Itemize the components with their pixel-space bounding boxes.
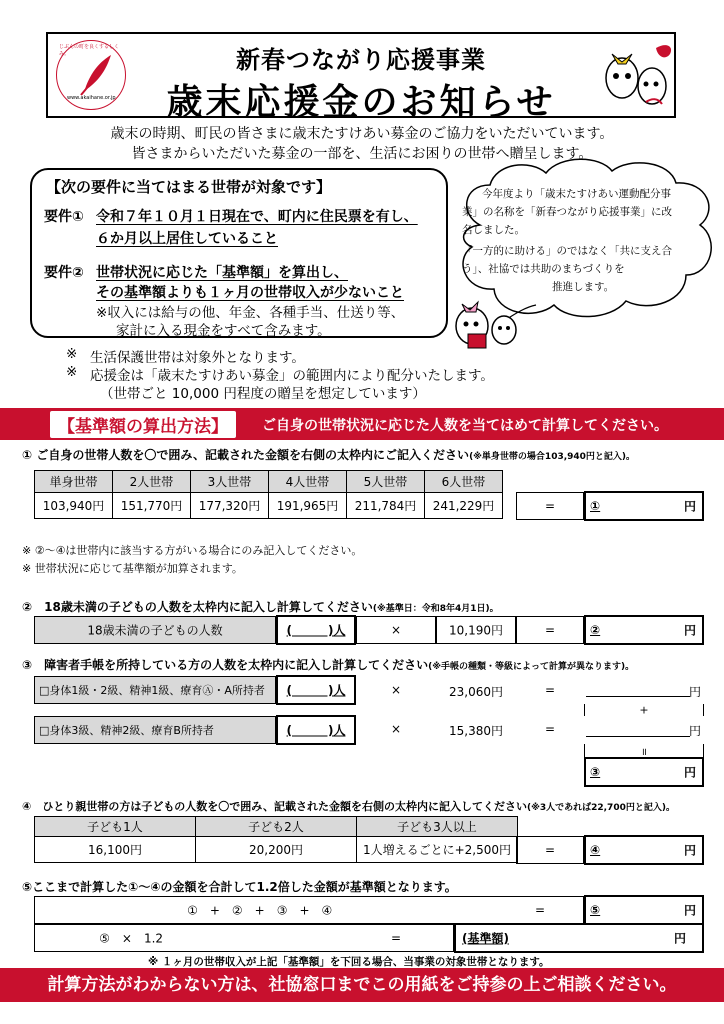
- note-text-3: （世帯ごと 10,000 円程度の贈呈を想定しています）: [100, 386, 426, 402]
- q3-plus-cell: [584, 704, 704, 716]
- q3-amount-field[interactable]: [584, 757, 704, 787]
- q1-equals-cell: [516, 492, 584, 520]
- q1-box-label: ①: [590, 499, 601, 513]
- cloud-line-5: う」、社協では共助のまちづくりを: [462, 263, 625, 275]
- q5-formula1-cell: [34, 896, 584, 924]
- q2-amount-field[interactable]: [584, 615, 704, 645]
- q3-row1-unit: 円: [688, 685, 701, 699]
- intro-line-2: 皆さまからいただいた募金の一部を、生活にお困りの世帯へ贈呈します。: [131, 146, 593, 162]
- req2-note2: 家計に入る現金をすべて含みます。: [116, 323, 331, 339]
- q5-box2-label: (基準額): [462, 931, 509, 946]
- cloud-line-3: 名しました。: [462, 224, 525, 236]
- q2-text: [22, 598, 499, 615]
- q4-header-1: 子ども1人: [35, 817, 196, 837]
- mascot-illustration-icon: [596, 38, 676, 114]
- q3-row1-equals: =: [544, 683, 556, 697]
- q1-small-note: (※単身世帯の場合103,940円と記入)。: [469, 452, 636, 462]
- q4-single-parent-table: [34, 816, 518, 863]
- q4-value-2: 20,200円: [196, 837, 357, 863]
- q1-box-unit: 円: [683, 499, 696, 514]
- header-subtitle: 新春つながり応援事業: [236, 46, 486, 74]
- q1-header-1: 単身世帯: [35, 471, 113, 493]
- q3-row1-times: ×: [390, 683, 402, 697]
- q3-row2-input: ( )人: [286, 723, 346, 738]
- q3-text: [22, 656, 634, 673]
- note-text-1: 生活保護世帯は対象外となります。: [90, 350, 305, 366]
- q1-value-5: 211,784円: [347, 493, 425, 519]
- q2-equals-cell: [516, 616, 584, 644]
- q2-box-unit: 円: [683, 623, 696, 638]
- q2-times: ×: [390, 623, 402, 637]
- q3-row1-amount: 23,060円: [449, 685, 503, 699]
- logo-url: www.akaihane.or.jp: [67, 95, 116, 101]
- q5-equals1: =: [535, 903, 546, 917]
- q1-question: ① ご自身の世帯人数を〇で囲み、記載された金額を右側の太枠内にご記入ください: [22, 448, 470, 462]
- q5-box2-unit: 円: [673, 931, 686, 946]
- q4-value-1: 16,100円: [35, 837, 196, 863]
- q3-plus: +: [639, 703, 649, 717]
- q1-value-1: 103,940円: [35, 493, 113, 519]
- req1-line1: 令和７年１０月１日現在で、町内に住民票を有し、: [96, 209, 418, 225]
- q3-eq-sign: ॥: [641, 747, 647, 758]
- section-header-bar: [0, 408, 724, 440]
- q4-amount-field[interactable]: [584, 835, 704, 865]
- q1-header-5: 5人世帯: [347, 471, 425, 493]
- mascot-pair-icon: [448, 290, 522, 356]
- requirements-title: 【次の要件に当てはまる世帯が対象です】: [46, 178, 332, 196]
- header-box: [46, 32, 676, 123]
- req2-line2: その基準額よりも１ヶ月の世帯収入が少ないこと: [96, 285, 404, 301]
- q3-row2-answer-line[interactable]: [586, 736, 690, 737]
- q4-box-unit: 円: [683, 843, 696, 858]
- q3-row2-amount: 15,380円: [449, 724, 503, 738]
- q3-row1-count-field[interactable]: [276, 675, 356, 705]
- q5-text: ⑤ここまで計算した①～④の金額を合計して1.2倍した金額が基準額となります。: [22, 880, 457, 894]
- q1-header-3: 3人世帯: [191, 471, 269, 493]
- q1-header-4: 4人世帯: [269, 471, 347, 493]
- cloud-line-6: 推進します。: [552, 281, 615, 293]
- cloud-line-2: 業」の名称を「新春つながり応援事業」に改: [462, 206, 672, 218]
- q3-equals-cell: [584, 744, 704, 758]
- q3-row2-equals: =: [544, 722, 556, 736]
- q1-note-2: ※ 世帯状況に応じて基準額が加算されます。: [22, 562, 243, 575]
- req2-line1: 世帯状況に応じた「基準額」を算出し、: [96, 265, 348, 281]
- q1-equals: =: [544, 499, 556, 513]
- q2-amount-cell: [436, 616, 516, 644]
- q5-formula1: ① + ② + ③ + ④: [187, 903, 333, 918]
- intro-line-1: 歳末の時期、町民の皆さまに歳末たすけあい募金のご協力をいただいています。: [110, 126, 614, 142]
- q1-note-1: ※ ②～④は世帯内に該当する方がいる場合にのみ記入してください。: [22, 544, 363, 557]
- q5-box1-unit: 円: [683, 903, 696, 918]
- req1-line2: ６か月以上居住していること: [96, 231, 278, 247]
- q2-input: ( )人: [286, 623, 346, 638]
- q1-value-6: 241,229円: [425, 493, 503, 519]
- note-text-2: 応援金は「歳末たすけあい募金」の範囲内により配分いたします。: [90, 368, 494, 384]
- q2-question: ② 18歳未満の子どもの人数を太枠内に記入し計算してください: [22, 600, 373, 614]
- q3-row1-input: ( )人: [286, 683, 346, 698]
- q1-amount-field[interactable]: [584, 491, 704, 521]
- q4-small-note: (※3人であれば22,700円と記入)。: [526, 803, 675, 813]
- q4-value-3: 1人増えるごとに+2,500円: [357, 837, 518, 863]
- q1-header-6: 6人世帯: [425, 471, 503, 493]
- q2-box-label: ②: [590, 623, 601, 637]
- note-mark-2: ※: [66, 364, 78, 380]
- q3-row1-answer-line[interactable]: [586, 696, 690, 697]
- q2-label: 18歳未満の子どもの人数: [87, 623, 223, 638]
- q5-box1-label: ⑤: [590, 903, 601, 917]
- q4-text: [22, 798, 722, 814]
- q2-count-field[interactable]: [276, 615, 356, 645]
- cloud-line-1: 今年度より「歳末たすけあい運動配分事: [482, 188, 671, 200]
- logo-text: じぶんの町を良くするしくみ。: [59, 44, 120, 57]
- q2-times-cell: [356, 616, 436, 644]
- q3-row1-label: □身体1級・2級、精神1級、療育Ⓐ・A所持者: [39, 684, 265, 697]
- q1-text: [22, 446, 635, 463]
- q3-question: ③ 障害者手帳を所持している方の人数を太枠内に記入し計算してください: [22, 658, 429, 672]
- q5-formula2-cell: [34, 924, 454, 952]
- q3-row2-label: □身体3級、精神2級、療育B所持者: [39, 724, 214, 737]
- req1-label: 要件①: [44, 209, 84, 225]
- section-title: 【基準額の算出方法】: [50, 411, 236, 438]
- footer-bar: 計算方法がわからない方は、社協窓口までこの用紙をご持参の上ご相談ください。: [0, 968, 724, 1002]
- q4-header-3: 子ども3人以上: [357, 817, 518, 837]
- q1-value-2: 151,770円: [113, 493, 191, 519]
- q5-total-field[interactable]: [584, 895, 704, 925]
- q4-question: ④ ひとり親世帯の方は子どもの人数を〇で囲み、記載された金額を右側の太枠内に記入してください: [22, 800, 527, 813]
- q3-box-label: ③: [590, 765, 601, 779]
- q3-row2-label-cell[interactable]: [34, 716, 276, 744]
- q3-row1-label-cell[interactable]: [34, 676, 276, 704]
- q3-box-unit: 円: [683, 765, 696, 780]
- q1-value-3: 177,320円: [191, 493, 269, 519]
- q5-base-amount-field[interactable]: [454, 923, 704, 953]
- q2-small-note: (※基準日：令和8年4月1日)。: [372, 604, 499, 614]
- cloud-line-4: 「一方的に助ける」のではなく「共に支え合: [462, 245, 672, 257]
- req2-label: 要件②: [44, 265, 84, 281]
- q5-formula2: ⑤ × 1.2: [99, 931, 164, 946]
- requirements-box: [30, 168, 448, 338]
- q5-equals2: =: [391, 931, 402, 945]
- note-mark-1: ※: [66, 346, 78, 362]
- q4-equals-cell: [516, 836, 584, 864]
- section-description: ご自身の世帯状況に応じた人数を当てはめて計算してください。: [262, 418, 668, 434]
- q3-row2-count-field[interactable]: [276, 715, 356, 745]
- q5-note: ※ １ヶ月の世帯収入が上記「基準額」を下回る場合、当事業の対象世帯となります。: [148, 956, 550, 968]
- q3-row2-unit: 円: [688, 724, 701, 738]
- q1-household-table: [34, 470, 503, 519]
- q2-label-cell: [34, 616, 276, 644]
- q4-header-2: 子ども2人: [196, 817, 357, 837]
- q1-header-2: 2人世帯: [113, 471, 191, 493]
- q1-value-4: 191,965円: [269, 493, 347, 519]
- q2-equals: =: [544, 623, 556, 637]
- q4-box-label: ④: [590, 843, 601, 857]
- q3-row2-times: ×: [390, 722, 402, 736]
- q2-amount: 10,190円: [449, 623, 503, 638]
- page-title: 歳末応援金のお知らせ: [166, 82, 556, 123]
- q4-equals: =: [544, 843, 556, 857]
- req2-note1: ※収入には給与の他、年金、各種手当、仕送り等、: [96, 305, 405, 321]
- q3-small-note: (※手帳の種類・等級によって計算が異なります)。: [428, 662, 635, 672]
